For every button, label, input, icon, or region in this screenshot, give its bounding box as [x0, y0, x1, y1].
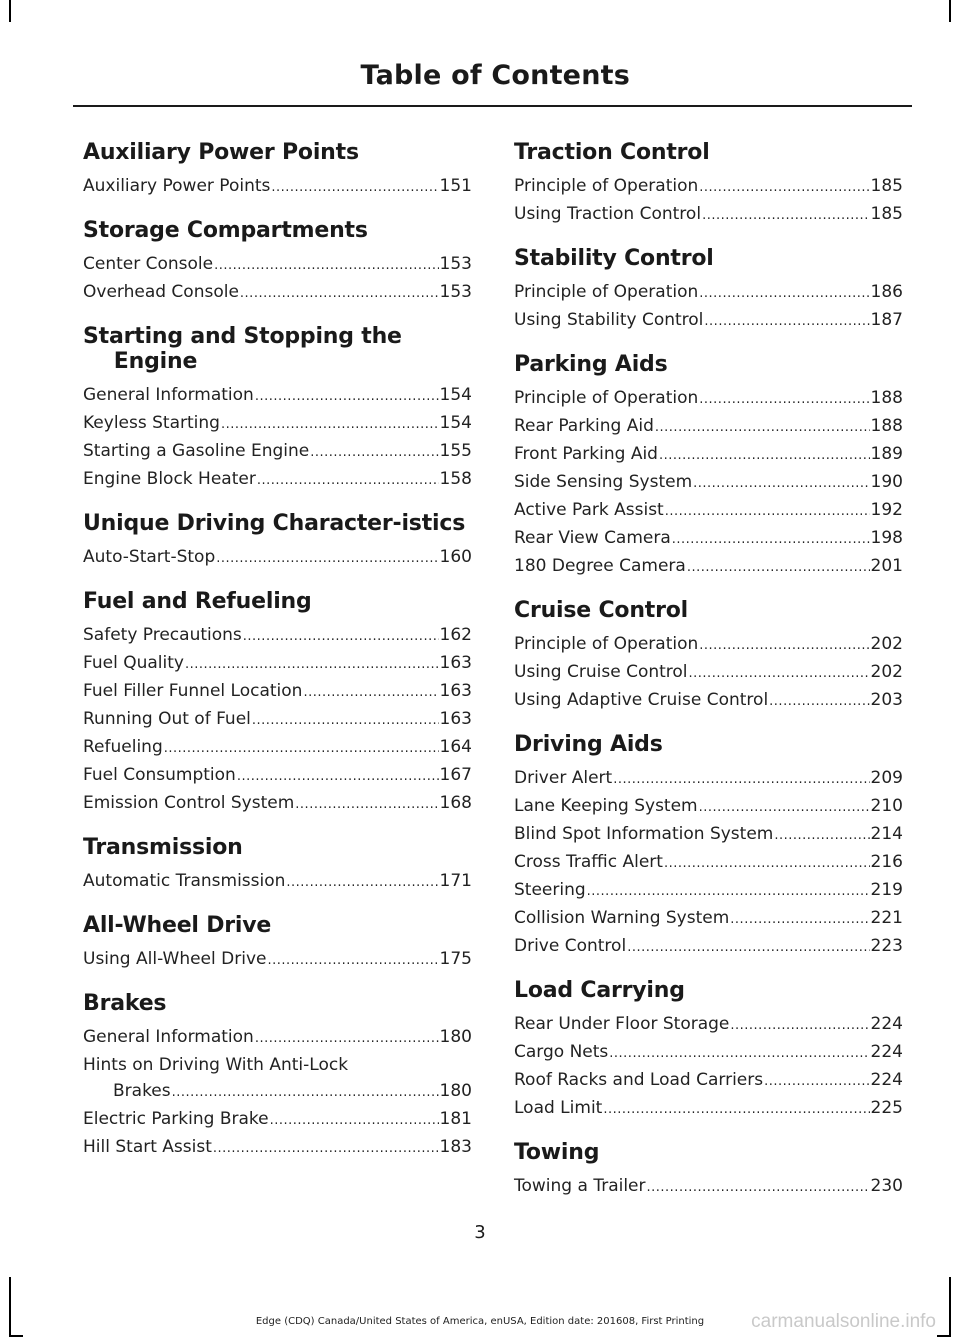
entry-page-number: 186	[870, 282, 903, 302]
entry-title: Hints on Driving With Anti-Lock	[83, 1055, 349, 1075]
entry-title: Starting a Gasoline Engine	[83, 441, 310, 461]
dot-leader	[693, 471, 869, 497]
dot-leader	[271, 175, 438, 201]
toc-entry[interactable]	[514, 1173, 903, 1201]
crop-mark-top-right	[949, 0, 951, 22]
toc-entry[interactable]	[514, 659, 903, 687]
entry-page-number: 168	[439, 793, 472, 813]
toc-entry[interactable]	[514, 307, 903, 335]
dot-leader	[764, 1069, 869, 1095]
toc-section	[83, 324, 472, 494]
header-divider	[73, 105, 912, 107]
entry-page-number: 201	[870, 556, 903, 576]
dot-leader	[587, 879, 870, 905]
section-heading: Driving Aids	[514, 732, 663, 757]
dot-leader	[647, 1175, 870, 1201]
entry-title: Steering	[514, 880, 586, 900]
dot-leader	[172, 1080, 439, 1106]
dot-leader	[689, 661, 870, 687]
section-heading: Auxiliary Power Points	[83, 140, 359, 165]
toc-section	[83, 218, 472, 307]
dot-leader	[613, 767, 869, 793]
toc-entry[interactable]	[83, 790, 472, 818]
entry-page-number: 214	[870, 824, 903, 844]
section-heading: Load Carrying	[514, 978, 685, 1003]
entry-page-number: 224	[870, 1070, 903, 1090]
entry-title: Fuel Consumption	[83, 765, 236, 785]
toc-entry[interactable]	[83, 173, 472, 201]
entry-title: Roof Racks and Load Carriers	[514, 1070, 764, 1090]
toc-section	[83, 140, 472, 201]
dot-leader	[672, 527, 870, 553]
dot-leader	[295, 792, 438, 818]
page-number: 3	[474, 1222, 486, 1243]
entry-title: Electric Parking Brake	[83, 1109, 269, 1129]
toc-entry[interactable]	[83, 410, 472, 438]
toc-entry[interactable]	[514, 553, 903, 581]
entry-page-number: 209	[870, 768, 903, 788]
toc-entry[interactable]	[514, 413, 903, 441]
dot-leader	[240, 281, 439, 307]
toc-section	[514, 140, 903, 229]
dot-leader	[243, 624, 439, 650]
dot-leader	[730, 907, 869, 933]
entry-title: Active Park Assist	[514, 500, 664, 520]
toc-entry[interactable]	[83, 622, 472, 650]
section-heading: Stability Control	[514, 246, 714, 271]
toc-entry[interactable]	[83, 650, 472, 678]
entry-page-number: 155	[439, 441, 472, 461]
toc-section	[514, 732, 903, 961]
dot-leader	[221, 412, 439, 438]
entry-page-number: 164	[439, 737, 472, 757]
entry-title: General Information	[83, 385, 254, 405]
entry-title: Running Out of Fuel	[83, 709, 251, 729]
toc-entry[interactable]	[514, 385, 903, 413]
page-title: Table of Contents	[360, 60, 630, 91]
entry-title: Principle of Operation	[514, 634, 699, 654]
entry-title: Fuel Filler Funnel Location	[83, 681, 303, 701]
toc-entry[interactable]	[514, 1095, 903, 1123]
dot-leader	[769, 689, 869, 715]
toc-entry[interactable]	[83, 1106, 472, 1134]
dot-leader	[702, 203, 869, 229]
entry-page-number: 154	[439, 385, 472, 405]
toc-entry[interactable]	[514, 497, 903, 525]
entry-title: Rear View Camera	[514, 528, 671, 548]
entry-page-number: 223	[870, 936, 903, 956]
entry-title: Cross Traffic Alert	[514, 852, 663, 872]
dot-leader	[659, 443, 870, 469]
section-heading: Traction Control	[514, 140, 710, 165]
dot-leader	[257, 468, 439, 494]
entry-page-number: 180	[439, 1081, 472, 1101]
toc-section	[83, 835, 472, 896]
toc-entry[interactable]	[83, 1024, 472, 1052]
entry-title: Engine Block Heater	[83, 469, 256, 489]
entry-title: Blind Spot Information System	[514, 824, 774, 844]
entry-page-number: 189	[870, 444, 903, 464]
entry-page-number: 175	[439, 949, 472, 969]
toc-section	[83, 511, 472, 572]
dot-leader	[774, 823, 869, 849]
entry-page-number: 202	[870, 634, 903, 654]
dot-leader	[185, 652, 439, 678]
dot-leader	[665, 499, 870, 525]
toc-section	[83, 991, 472, 1162]
toc-entry[interactable]	[514, 201, 903, 229]
entry-title: Using Adaptive Cruise Control	[514, 690, 769, 710]
entry-page-number: 190	[870, 472, 903, 492]
dot-leader	[164, 736, 439, 762]
toc-section	[514, 1140, 903, 1201]
entry-page-number: 188	[870, 416, 903, 436]
dot-leader	[303, 680, 438, 706]
dot-leader	[214, 253, 438, 279]
entry-page-number: 151	[439, 176, 472, 196]
entry-title: Lane Keeping System	[514, 796, 698, 816]
entry-page-number: 180	[439, 1027, 472, 1047]
dot-leader	[267, 948, 438, 974]
entry-page-number: 167	[439, 765, 472, 785]
crop-mark-bottom-right	[949, 1277, 951, 1337]
entry-page-number: 192	[870, 500, 903, 520]
toc-column-left	[83, 140, 472, 1179]
entry-page-number: 171	[439, 871, 472, 891]
section-heading: Unique Driving Character-istics	[83, 511, 466, 536]
dot-leader	[255, 1026, 439, 1052]
entry-page-number: 154	[439, 413, 472, 433]
dot-leader	[730, 1013, 869, 1039]
entry-title: Using Cruise Control	[514, 662, 688, 682]
section-heading: Parking Aids	[514, 352, 668, 377]
entry-page-number: 230	[870, 1176, 903, 1196]
dot-leader	[699, 281, 869, 307]
entry-page-number: 188	[870, 388, 903, 408]
entry-page-number: 185	[870, 204, 903, 224]
entry-title: Fuel Quality	[83, 653, 184, 673]
dot-leader	[310, 440, 438, 466]
toc-section	[514, 246, 903, 335]
crop-mark-top-left	[9, 0, 11, 22]
entry-title: Principle of Operation	[514, 388, 699, 408]
toc-entry[interactable]	[83, 1052, 472, 1106]
toc-entry[interactable]	[514, 1067, 903, 1095]
toc-entry[interactable]	[83, 544, 472, 572]
entry-title: Side Sensing System	[514, 472, 693, 492]
toc-entry[interactable]	[514, 441, 903, 469]
toc-section	[514, 598, 903, 715]
toc-entry[interactable]	[514, 469, 903, 497]
toc-entry[interactable]	[83, 466, 472, 494]
toc-entry[interactable]	[83, 1134, 472, 1162]
toc-column-right	[514, 140, 903, 1218]
edition-footer: Edge (CDQ) Canada/United States of America, enUSA, Edition date: 201608, First Printing	[255, 1316, 705, 1327]
dot-leader	[699, 387, 869, 413]
entry-title: Load Limit	[514, 1098, 603, 1118]
entry-page-number: 181	[439, 1109, 472, 1129]
entry-page-number: 225	[870, 1098, 903, 1118]
dot-leader	[213, 1136, 439, 1162]
entry-title: Using All-Wheel Drive	[83, 949, 267, 969]
toc-section	[83, 589, 472, 818]
dot-leader	[286, 870, 438, 896]
entry-title: Rear Parking Aid	[514, 416, 654, 436]
section-heading: Brakes	[83, 991, 167, 1016]
entry-title: Front Parking Aid	[514, 444, 658, 464]
section-heading: Fuel and Refueling	[83, 589, 312, 614]
entry-page-number: 210	[870, 796, 903, 816]
entry-title: Brakes	[113, 1081, 171, 1101]
section-heading: Starting and Stopping the Engine	[83, 324, 402, 374]
dot-leader	[270, 1108, 439, 1134]
entry-title: Auxiliary Power Points	[83, 176, 271, 196]
dot-leader	[699, 175, 869, 201]
entry-title: Safety Precautions	[83, 625, 242, 645]
entry-page-number: 203	[870, 690, 903, 710]
section-heading: All-Wheel Drive	[83, 913, 272, 938]
toc-entry[interactable]	[83, 706, 472, 734]
entry-title: Refueling	[83, 737, 163, 757]
entry-title: Cargo Nets	[514, 1042, 609, 1062]
entry-page-number: 153	[439, 282, 472, 302]
entry-title: General Information	[83, 1027, 254, 1047]
toc-entry[interactable]	[514, 279, 903, 307]
section-heading: Transmission	[83, 835, 243, 860]
entry-page-number: 187	[870, 310, 903, 330]
entry-page-number: 163	[439, 653, 472, 673]
section-heading: Cruise Control	[514, 598, 689, 623]
dot-leader	[255, 384, 439, 410]
toc-entry[interactable]	[83, 678, 472, 706]
toc-entry[interactable]	[514, 173, 903, 201]
entry-title: 180 Degree Camera	[514, 556, 686, 576]
entry-page-number: 162	[439, 625, 472, 645]
dot-leader	[664, 851, 870, 877]
entry-title: Center Console	[83, 254, 214, 274]
toc-entry[interactable]	[514, 687, 903, 715]
toc-entry[interactable]	[83, 382, 472, 410]
dot-leader	[687, 555, 870, 581]
dot-leader	[252, 708, 439, 734]
entry-title: Emission Control System	[83, 793, 295, 813]
toc-entry[interactable]	[83, 762, 472, 790]
toc-section	[514, 352, 903, 581]
toc-entry[interactable]	[83, 734, 472, 762]
entry-page-number: 153	[439, 254, 472, 274]
toc-section	[514, 978, 903, 1123]
entry-page-number: 163	[439, 681, 472, 701]
entry-page-number: 224	[870, 1014, 903, 1034]
dot-leader	[216, 546, 438, 572]
toc-entry[interactable]	[514, 933, 903, 961]
entry-title: Overhead Console	[83, 282, 239, 302]
toc-entry[interactable]	[514, 793, 903, 821]
section-heading: Storage Compartments	[83, 218, 368, 243]
toc-entry[interactable]	[514, 525, 903, 553]
toc-entry[interactable]	[83, 438, 472, 466]
toc-entry[interactable]	[83, 279, 472, 307]
entry-page-number: 160	[439, 547, 472, 567]
section-heading: Towing	[514, 1140, 600, 1165]
entry-title: Driver Alert	[514, 768, 613, 788]
dot-leader	[699, 795, 870, 821]
entry-title: Collision Warning System	[514, 908, 730, 928]
toc-entry[interactable]	[514, 877, 903, 905]
watermark: carmanualsonline.info	[751, 1311, 936, 1332]
entry-title: Using Traction Control	[514, 204, 702, 224]
entry-page-number: 198	[870, 528, 903, 548]
entry-title: Principle of Operation	[514, 176, 699, 196]
entry-page-number: 183	[439, 1137, 472, 1157]
entry-page-number: 216	[870, 852, 903, 872]
entry-title: Automatic Transmission	[83, 871, 286, 891]
dot-leader	[603, 1097, 869, 1123]
entry-title: Principle of Operation	[514, 282, 699, 302]
toc-entry[interactable]	[514, 765, 903, 793]
toc-entry[interactable]	[514, 849, 903, 877]
dot-leader	[609, 1041, 869, 1067]
dot-leader	[627, 935, 869, 961]
entry-page-number: 158	[439, 469, 472, 489]
crop-mark-bottom-left	[9, 1277, 11, 1337]
entry-title: Auto-Start-Stop	[83, 547, 216, 567]
entry-title: Drive Control	[514, 936, 627, 956]
entry-page-number: 221	[870, 908, 903, 928]
dot-leader	[699, 633, 869, 659]
entry-title: Hill Start Assist	[83, 1137, 212, 1157]
toc-entry[interactable]	[514, 1011, 903, 1039]
entry-page-number: 185	[870, 176, 903, 196]
entry-page-number: 202	[870, 662, 903, 682]
toc-entry[interactable]	[83, 946, 472, 974]
toc-entry[interactable]	[514, 1039, 903, 1067]
entry-title: Towing a Trailer	[514, 1176, 646, 1196]
toc-entry[interactable]	[514, 631, 903, 659]
entry-title: Rear Under Floor Storage	[514, 1014, 730, 1034]
toc-section	[83, 913, 472, 974]
entry-title: Keyless Starting	[83, 413, 220, 433]
entry-page-number: 224	[870, 1042, 903, 1062]
entry-title: Using Stability Control	[514, 310, 704, 330]
toc-entry[interactable]	[83, 868, 472, 896]
dot-leader	[237, 764, 439, 790]
entry-page-number: 219	[870, 880, 903, 900]
dot-leader	[655, 415, 870, 441]
toc-entry[interactable]	[83, 251, 472, 279]
entry-page-number: 163	[439, 709, 472, 729]
toc-entry[interactable]	[514, 821, 903, 849]
dot-leader	[704, 309, 869, 335]
toc-entry[interactable]	[514, 905, 903, 933]
